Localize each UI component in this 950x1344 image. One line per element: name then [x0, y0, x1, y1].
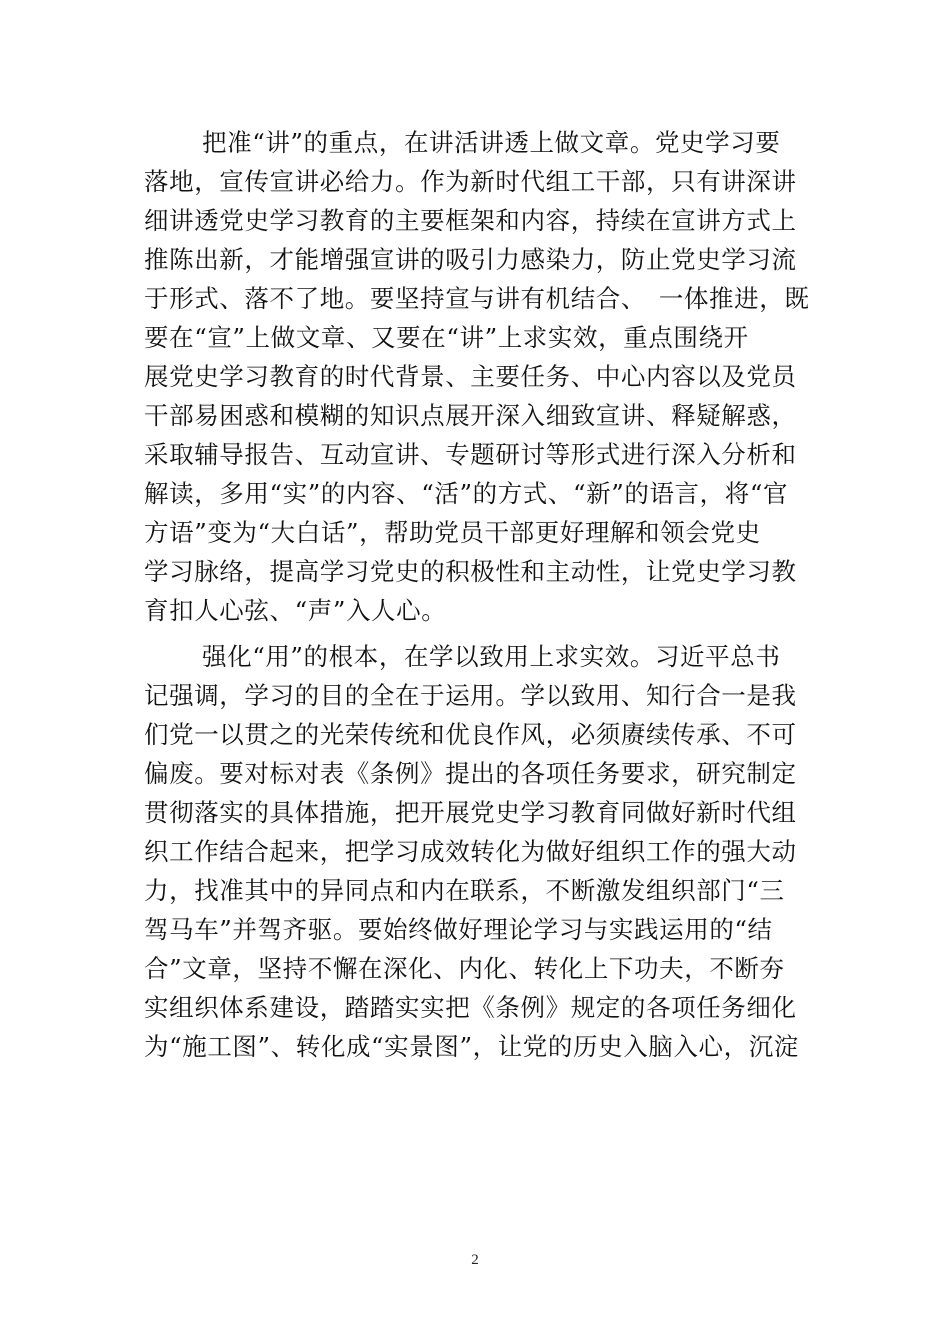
text-line: 为“施工图”、转化成“实景图”，让党的历史入脑入心，沉淀 [144, 1032, 799, 1061]
text-line: 于形式、落不了地。要坚持宣与讲有机结合、 一体推进，既 [144, 284, 810, 313]
text-line: 记强调，学习的目的全在于运用。学以致用、知行合一是我 [144, 681, 797, 710]
text-line: 把准“讲”的重点，在讲活讲透上做文章。党史学习要 [202, 128, 781, 157]
text-line: 干部易困惑和模糊的知识点展开深入细致宣讲、释疑解惑， [144, 401, 797, 430]
text-line: 展党史学习教育的时代背景、主要任务、中心内容以及党员 [144, 362, 797, 391]
text-line: 解读，多用“实”的内容、“活”的方式、“新”的语言，将“官 [144, 479, 789, 508]
text-line: 贯彻落实的具体措施，把开展党史学习教育同做好新时代组 [144, 798, 797, 827]
text-line: 育扣人心弦、“声”入人心。 [144, 596, 447, 625]
text-line: 学习脉络，提高学习党史的积极性和主动性，让党史学习教 [144, 557, 797, 586]
text-line: 织工作结合起来，把学习成效转化为做好组织工作的强大动 [144, 837, 797, 866]
text-line: 合”文章，坚持不懈在深化、内化、转化上下功夫，不断夯 [144, 954, 785, 983]
page-number: 2 [471, 1252, 479, 1268]
text-line: 方语”变为“大白话”，帮助党员干部更好理解和领会党史 [144, 518, 761, 547]
text-line: 强化“用”的根本，在学以致用上求实效。习近平总书 [202, 642, 781, 671]
text-line: 驾马车”并驾齐驱。要始终做好理论学习与实践运用的“结 [144, 915, 773, 944]
document-body [144, 123, 824, 1066]
text-line: 实组织体系建设，踏踏实实把《条例》规定的各项任务细化 [144, 993, 797, 1022]
paragraph-1 [144, 123, 824, 630]
text-line: 力，找准其中的异同点和内在联系，不断激发组织部门“三 [144, 876, 785, 905]
text-line: 偏废。要对标对表《条例》提出的各项任务要求，研究制定 [144, 759, 797, 788]
text-line: 要在“宣”上做文章、又要在“讲”上求实效，重点围绕开 [144, 323, 749, 352]
text-line: 推陈出新，才能增强宣讲的吸引力感染力，防止党史学习流 [144, 245, 797, 274]
paragraph-2 [144, 637, 824, 1066]
text-line: 采取辅导报告、互动宣讲、专题研讨等形式进行深入分析和 [144, 440, 797, 469]
text-line: 们党一以贯之的光荣传统和优良作风，必须赓续传承、不可 [144, 720, 797, 749]
text-line: 细讲透党史学习教育的主要框架和内容，持续在宣讲方式上 [144, 206, 797, 235]
text-line: 落地，宣传宣讲必给力。作为新时代组工干部，只有讲深讲 [144, 167, 797, 196]
